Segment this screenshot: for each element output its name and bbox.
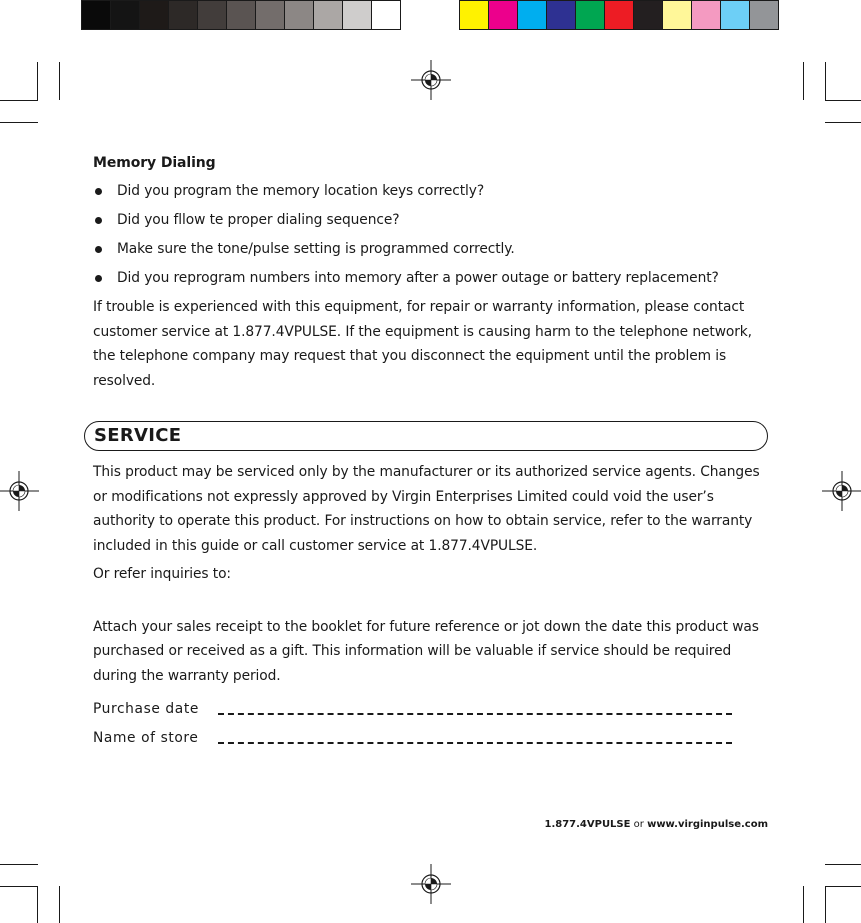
color-swatch [372, 1, 400, 29]
color-swatch [663, 1, 692, 29]
footer-website: www.virginpulse.com [647, 819, 768, 830]
crop-mark [37, 62, 38, 100]
color-swatch [314, 1, 343, 29]
list-item-text: Make sure the tone/pulse setting is programmed correctly. [117, 241, 515, 257]
store-name-label: Name of store [93, 729, 199, 746]
crop-mark [59, 886, 60, 923]
crop-mark [0, 864, 38, 865]
store-name-field [93, 721, 773, 750]
color-swatch [547, 1, 576, 29]
color-swatch [518, 1, 547, 29]
color-swatch [169, 1, 198, 29]
memory-dialing-checklist [93, 179, 769, 291]
memory-dialing-heading: Memory Dialing [93, 155, 216, 171]
list-item [93, 179, 769, 204]
list-item-text: Did you program the memory location keys correctly? [117, 183, 485, 199]
color-swatch [605, 1, 634, 29]
color-swatch [111, 1, 140, 29]
color-swatch [692, 1, 721, 29]
crop-mark [825, 864, 861, 865]
footer-phone: 1.877.4VPULSE [544, 819, 631, 830]
memory-dialing-section [93, 150, 769, 393]
color-swatch [256, 1, 285, 29]
crop-mark [803, 886, 804, 923]
crop-mark [825, 62, 826, 100]
crop-mark [0, 886, 38, 887]
registration-target-icon [411, 60, 451, 100]
registration-target-icon [0, 471, 39, 511]
registration-target-icon [411, 864, 451, 904]
sales-receipt-paragraph: Attach your sales receipt to the booklet for future reference or jot down the date this product was purchased or received as a gift. This information will be valuable if service should be required during the warranty period. [93, 618, 759, 684]
list-item-text: Did you fllow te proper dialing sequence? [117, 212, 400, 228]
registration-target-icon [822, 471, 861, 511]
footer-or: or [633, 819, 644, 830]
color-swatch [82, 1, 111, 29]
bullet-icon [95, 275, 102, 282]
purchase-date-field [93, 692, 773, 721]
purchase-date-label: Purchase date [93, 700, 199, 717]
service-authorization-paragraph: This product may be serviced only by the manufacturer or its authorized service agents. Changes or modifications not expressly approved by Virgin Enterprises Limited could void the user’s authority to operate this product. For instructions on how to obtain service, refer to the warranty included in this guide or call customer service at 1.877.4VPULSE. [93, 464, 760, 554]
color-swatch [227, 1, 256, 29]
color-calibration-bar [459, 0, 779, 30]
color-swatch [140, 1, 169, 29]
purchase-date-blank-line [218, 701, 732, 715]
bullet-icon [95, 188, 102, 195]
crop-mark [825, 100, 861, 101]
list-item [93, 208, 769, 233]
bullet-icon [95, 246, 102, 253]
color-swatch [460, 1, 489, 29]
bullet-icon [95, 217, 102, 224]
list-item [93, 266, 769, 291]
crop-mark [825, 886, 826, 923]
color-swatch [721, 1, 750, 29]
crop-mark [0, 122, 38, 123]
list-item [93, 237, 769, 262]
service-heading-bar [84, 421, 768, 451]
crop-mark [803, 62, 804, 100]
inquiries-paragraph: Or refer inquiries to: [93, 566, 231, 582]
crop-mark [37, 886, 38, 923]
service-heading: SERVICE [94, 425, 182, 446]
service-section [93, 460, 773, 750]
crop-mark [59, 62, 60, 100]
customer-service-paragraph: If trouble is experienced with this equipment, for repair or warranty information, please contact customer service at 1.877.4VPULSE. If the equipment is causing harm to the telephone network, the telephone company may request that you disconnect the equipment until the problem is resolved. [93, 299, 752, 389]
store-name-blank-line [218, 730, 732, 744]
color-swatch [198, 1, 227, 29]
color-swatch [343, 1, 372, 29]
color-swatch [285, 1, 314, 29]
grayscale-calibration-bar [81, 0, 401, 30]
color-swatch [576, 1, 605, 29]
page-footer [544, 817, 768, 833]
crop-mark [825, 122, 861, 123]
color-swatch [489, 1, 518, 29]
color-swatch [750, 1, 778, 29]
list-item-text: Did you reprogram numbers into memory after a power outage or battery replacement? [117, 270, 719, 286]
crop-mark [0, 100, 38, 101]
crop-mark [825, 886, 861, 887]
color-swatch [634, 1, 663, 29]
